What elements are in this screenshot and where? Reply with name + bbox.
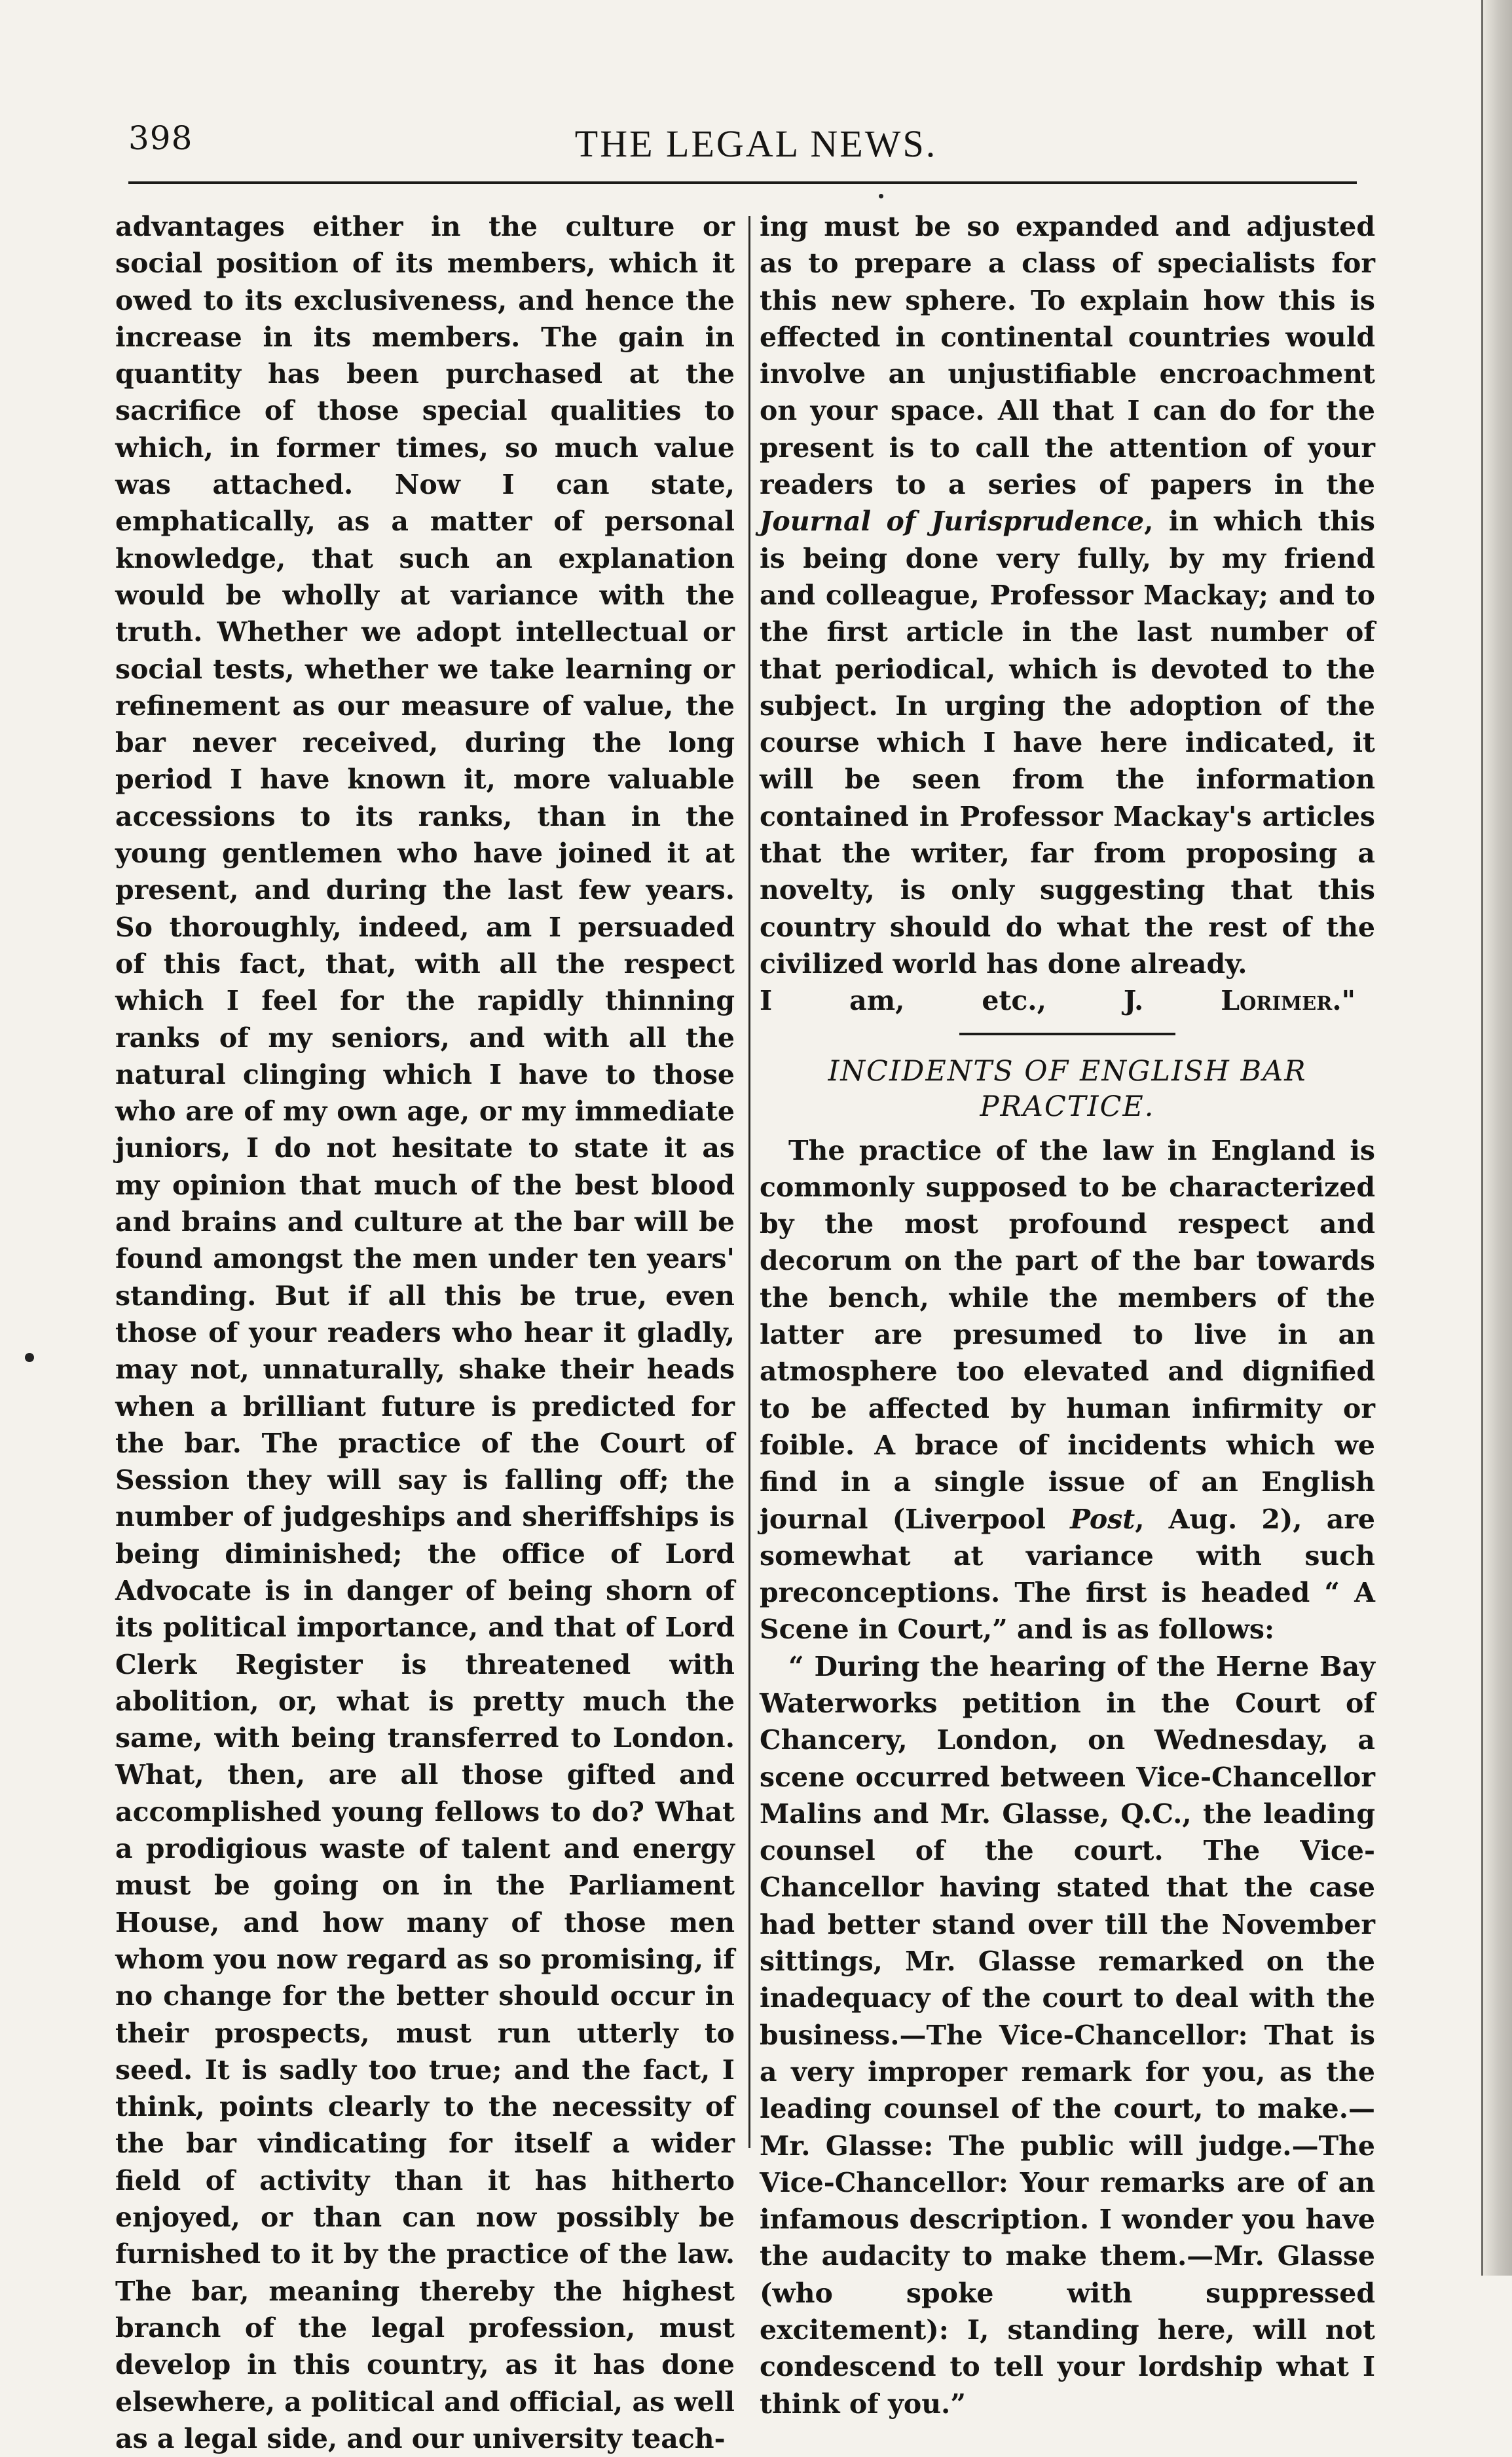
section-title-line-1: INCIDENTS OF ENGLISH BAR	[828, 1054, 1307, 1088]
journal-title: Journal of Jurisprudence	[760, 506, 1145, 538]
header-rule	[128, 181, 1357, 184]
page-edge-shadow	[1483, 0, 1512, 2276]
page-speck	[879, 194, 883, 198]
page-speck	[25, 1353, 34, 1362]
running-head: THE LEGAL NEWS.	[574, 122, 938, 165]
page-edge-line	[1481, 0, 1483, 2276]
intro-text-part-2: , Aug. 2), are somewhat at variance with such preconceptions. The first is headed “ A Scene in Court,” and is as follows:	[760, 1503, 1375, 1646]
left-column	[115, 208, 735, 2457]
page-number: 398	[128, 119, 193, 157]
section-intro	[760, 1132, 1375, 1648]
section-rule	[959, 1033, 1175, 1035]
letter-text-part-2: , in which this is being done very fully, by my friend and colleague, Professor Mackay; and to the first article in the last number of that periodical, which is devoted to the subject. In urging the adoption of the course which I have here indicated, it will be seen from the information contained in Professor Mackay's articles that the writer, far from proposing a novelty, is only suggesting that this country should do what the rest of the civilized world has done already.	[760, 506, 1375, 980]
column-divider	[748, 216, 750, 2148]
signature-prefix: I am, etc., J.	[760, 985, 1221, 1017]
right-column	[760, 208, 1375, 2422]
intro-text-part-1: The practice of the law in England is commonly supposed to be characterized by the most profound respect and decorum on the part of the bar towards the bench, while the members of the latter are presumed to live in an atmosphere too elevated and dignified to be affected by human infirmity or foible. A brace of incidents which we find in a single issue of an English journal (Liverpool	[760, 1134, 1375, 1535]
section-title-line-2: PRACTICE.	[980, 1090, 1155, 1123]
letter-signature	[760, 982, 1375, 1019]
signature-suffix: "	[1341, 985, 1355, 1017]
newspaper-title: Post	[1070, 1503, 1135, 1535]
quoted-report: “ During the hearing of the Herne Bay Waterworks petition in the Court of Chancery, London, on Wednesday, a scene occurred between Vice-Chancellor Malins and Mr. Glasse, Q.C., the leading counsel of the court. The Vice-Chancellor having stated that the case had better stand over till the November sittings, Mr. Glasse remarked on the inadequacy of the court to deal with the business.—The Vice-Chancellor: That is a very improper remark for you, as the leading counsel of the court, to make.—Mr. Glasse: The public will judge.—The Vice-Chancellor: Your remarks are of an infamous description. I wonder you have the audacity to make them.—Mr. Glasse (who spoke with suppressed excitement): I, standing here, will not condescend to tell your lordship what I think of you.”	[760, 1650, 1375, 2420]
signature-name: Lorimer.	[1221, 985, 1342, 1017]
left-column-paragraph: advantages either in the culture or social position of its members, which it owed to its exclusiveness, and hence the increase in its members. The gain in quantity has been purchased at the sacrifice of those special qualities to which, in former times, so much value was attached. Now I can state, emphatically, as a matter of personal knowledge, that such an explanation would be wholly at variance with the truth. Whether we adopt intellectual or social tests, whether we take learning or refinement as our measure of value, the bar never received, during the long period I have known it, more valuable accessions to its ranks, than in the young gentlemen who have joined it at present, and during the last few years. So thoroughly, indeed, am I persuaded of this fact, that, with all the respect which I feel for the rapidly thinning ranks of my seniors, and with all the natural clinging which I have to those who are of my own age, or my immediate juniors, I do not hesitate to state it as my opinion that much of the best blood and brains and culture at the bar will be found amongst the men under ten years' standing. But if all this be true, even those of your readers who hear it gladly, may not, unnaturally, shake their heads when a brilliant future is predicted for the bar. The practice of the Court of Session they will say is falling off; the number of judgeships and sheriffships is being diminished; the office of Lord Advocate is in danger of being shorn of its political importance, and that of Lord Clerk Register is threatened with abolition, or, what is pretty much the same, with being transferred to London. What, then, are all those gifted and accomplished young fellows to do? What a prodigious waste of talent and energy must be going on in the Parliament House, and how many of those men whom you now regard as so promising, if no change for the better should occur in their prospects, must run utterly to seed. It is sadly too true; and the fact, I think, points clearly to the necessity of the bar vindicating for itself a wider field of activity than it has hitherto enjoyed, or than can now possibly be furnished to it by the practice of the law. The bar, meaning thereby the highest branch of the legal profession, must develop in this country, as it has done elsewhere, a political and official, as well as a legal side, and our university teach-	[115, 211, 735, 2454]
section-title	[760, 1054, 1375, 1124]
letter-continuation	[760, 208, 1375, 982]
letter-text-part-1: ing must be so expanded and adjusted as to prepare a class of specialists for this new sphere. To explain how this is effected in continental countries would involve an unjustifiable encroachment on your space. All that I can do for the present is to call the attention of your readers to a series of papers in the	[760, 211, 1375, 501]
